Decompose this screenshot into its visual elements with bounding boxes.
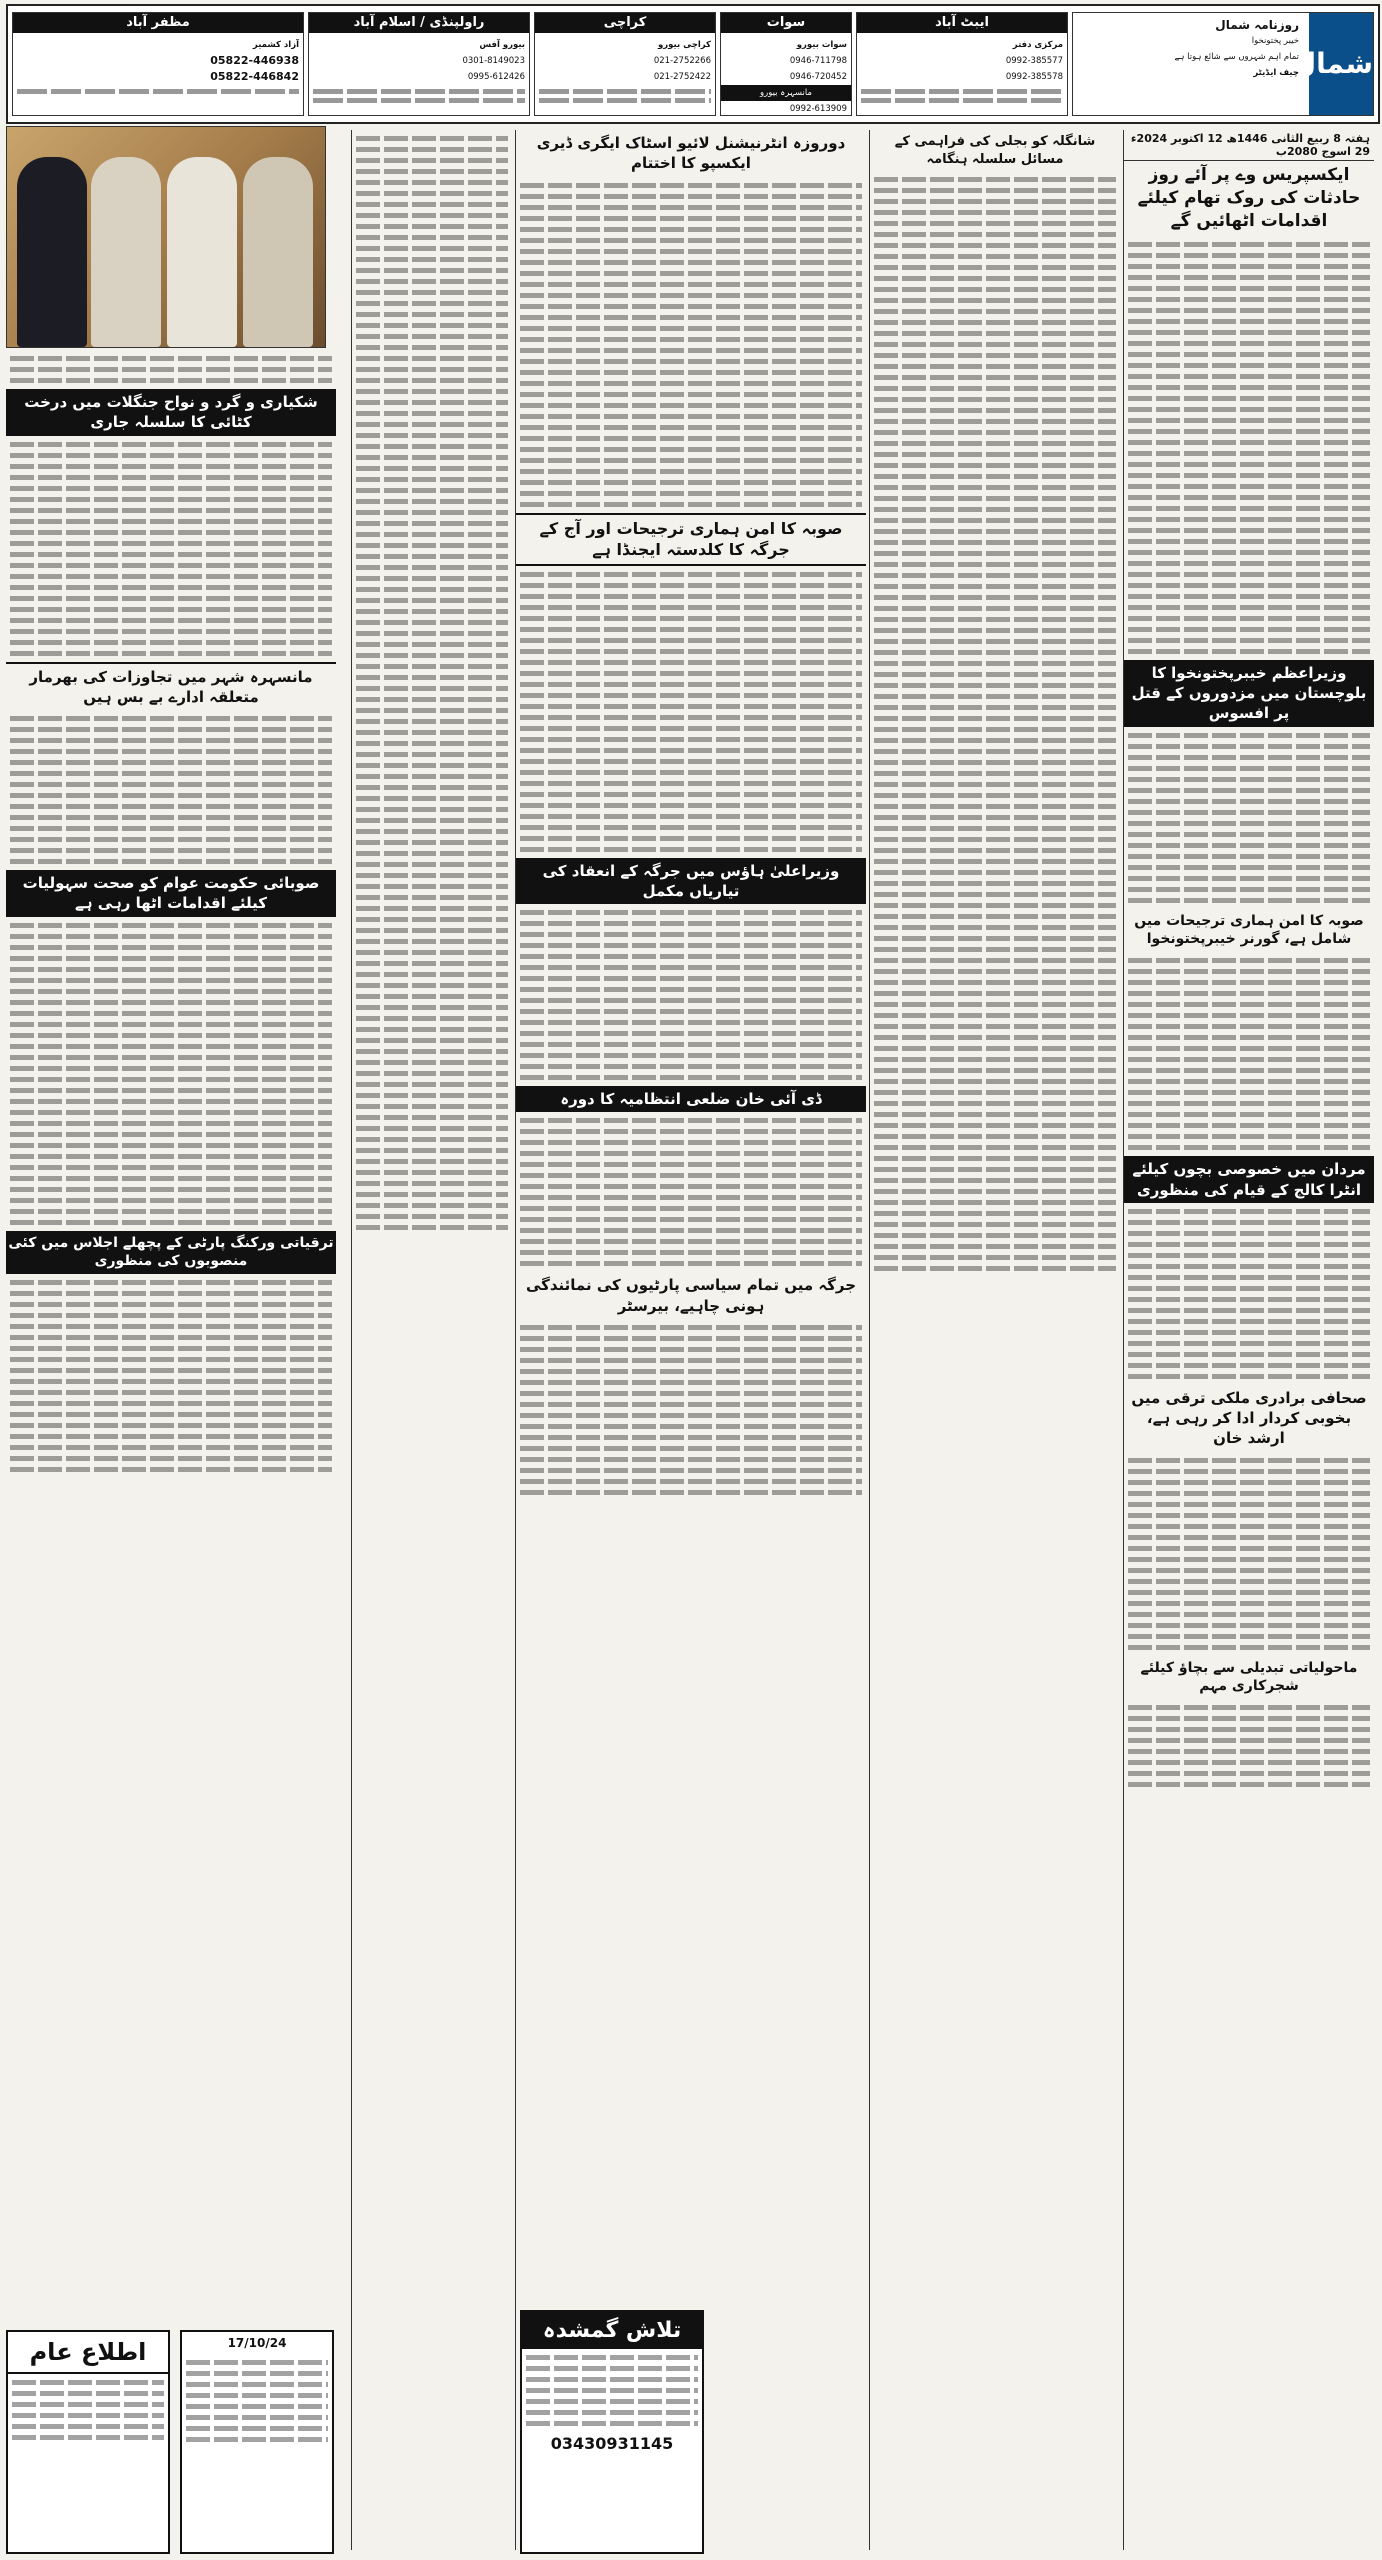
office-muzaffarabad (12, 12, 304, 116)
article-headline: ماحولیاتی تبدیلی سے بچاؤ کیلئے شجرکاری مہم (1140, 1659, 1358, 1695)
office-label: بیورو آفس (479, 40, 525, 50)
office-phone: 0301-8149023 (462, 56, 525, 66)
office-phone: 0992-613909 (789, 104, 847, 114)
office-label: سوات بیورو (796, 40, 847, 50)
column-4 (351, 130, 512, 2550)
office-city: ایبٹ آباد (857, 13, 1067, 33)
tagline-3: تمام اہم شہروں سے شائع ہوتا ہے (1174, 52, 1299, 62)
masthead-logo-block (1072, 12, 1374, 116)
office-rawalpindi (308, 12, 530, 116)
office-label: مرکزی دفتر (1012, 40, 1063, 50)
article-headline: شکیاری و گرد و نواح جنگلات میں درخت کٹائی کا سلسلہ جاری (6, 389, 336, 436)
article-headline: صحافی برادری ملکی ترقی میں بخوبی کردار ادا کر رہی ہے، ارشد خان (1131, 1388, 1367, 1448)
article-headline: مردان میں خصوصی بچوں کیلئے انٹرا کالج کے قیام کی منظوری (1124, 1156, 1374, 1203)
office-label: کراچی بیورو (658, 40, 711, 50)
office-abbottabad (856, 12, 1068, 116)
office-phone: 05822-446842 (210, 70, 299, 83)
article-headline: وزیراعلیٰ ہاؤس میں جرگہ کے انعقاد کی تیاریاں مکمل (516, 858, 866, 905)
ad-title: اطلاع عام (8, 2332, 168, 2374)
article-headline: وزیراعظم خیبرپختونخوا کا بلوچستان میں مزدوروں کے قتل پر افسوس (1124, 660, 1374, 727)
office-label: آزاد کشمیر (252, 40, 299, 50)
article-headline: صوبہ کا امن ہماری ترجیحات اور آج کے جرگہ کا کلدستہ ایجنڈا ہے (516, 513, 866, 566)
article-headline: دوروزہ انٹرنیشنل لائیو اسٹاک ایگری ڈیری ایکسپو کا اختتام (536, 134, 846, 173)
office-phone: 0946-720452 (789, 72, 847, 82)
office-city: مظفر آباد (13, 13, 303, 33)
article-headline: ایکسپریس وے پر آئے روز حادثات کی روک تھام کیلئے اقدامات اٹھائیں گے (1137, 165, 1361, 231)
masthead (6, 4, 1380, 124)
public-notice-ad (6, 2330, 170, 2554)
office-city: راولپنڈی / اسلام آباد (309, 13, 529, 33)
article-headline: ڈی آئی خان ضلعی انتظامیہ کا دورہ (516, 1086, 866, 1112)
news-photo (6, 126, 326, 348)
office-city: سوات (721, 13, 851, 33)
datebar: ہفتہ 8 ربیع الثانی 1446ھ 12 اکتوبر 2024ء 29 اسوج 2080ب (1124, 130, 1374, 161)
office-phone: 021-2752266 (653, 56, 711, 66)
tagline-1: روزنامہ شمال (1215, 18, 1299, 32)
office-phone: 0946-711798 (789, 56, 847, 66)
newspaper-logo: شمال (1309, 13, 1373, 115)
office-phone: 0992-385577 (1005, 56, 1063, 66)
article-headline: صوبہ کا امن ہماری ترجیحات میں شامل ہے، گورنر خیبرپختونخوا (1134, 912, 1364, 948)
office-phone: 0992-385578 (1005, 72, 1063, 82)
office-phone: 0995-612426 (467, 72, 525, 82)
article-headline: جرگہ میں تمام سیاسی پارٹیوں کی نمائندگی ہونی چاہیے، بیرسٹر (525, 1276, 857, 1315)
article-headline: صوبائی حکومت عوام کو صحت سہولیات کیلئے اقدامات اٹھا رہی ہے (6, 870, 336, 917)
court-notice-ad (180, 2330, 334, 2554)
column-1 (1123, 130, 1374, 2550)
article-headline: ترقیاتی ورکنگ پارٹی کے پچھلے اجلاس میں کئی منصوبوں کی منظوری (6, 1231, 336, 1275)
office-karachi (534, 12, 716, 116)
column-3 (515, 130, 866, 2550)
column-2 (869, 130, 1120, 2550)
office-phone: 021-2752422 (653, 72, 711, 82)
ad-title: تلاش گمشدہ (522, 2312, 702, 2349)
office-swat (720, 12, 852, 116)
office-city: کراچی (535, 13, 715, 33)
missing-person-ad (520, 2310, 704, 2554)
column-5 (6, 350, 336, 2550)
article-headline: مانسہرہ شہر میں تجاوزات کی بھرمار متعلقہ ادارے بے بس ہیں (6, 662, 336, 711)
ad-date: 17/10/24 (227, 2336, 287, 2350)
office-phone: 05822-446938 (210, 54, 299, 67)
editor-label: چیف ایڈیٹر (1253, 68, 1299, 78)
ad-phone: 03430931145 (550, 2434, 674, 2453)
tagline-2: خیبر پختونخوا (1251, 36, 1299, 46)
article-headline: شانگلہ کو بجلی کی فراہمی کے مسائل سلسلہ ہنگامہ (894, 134, 1096, 167)
office-label: مانسہرہ بیورو (721, 85, 851, 101)
